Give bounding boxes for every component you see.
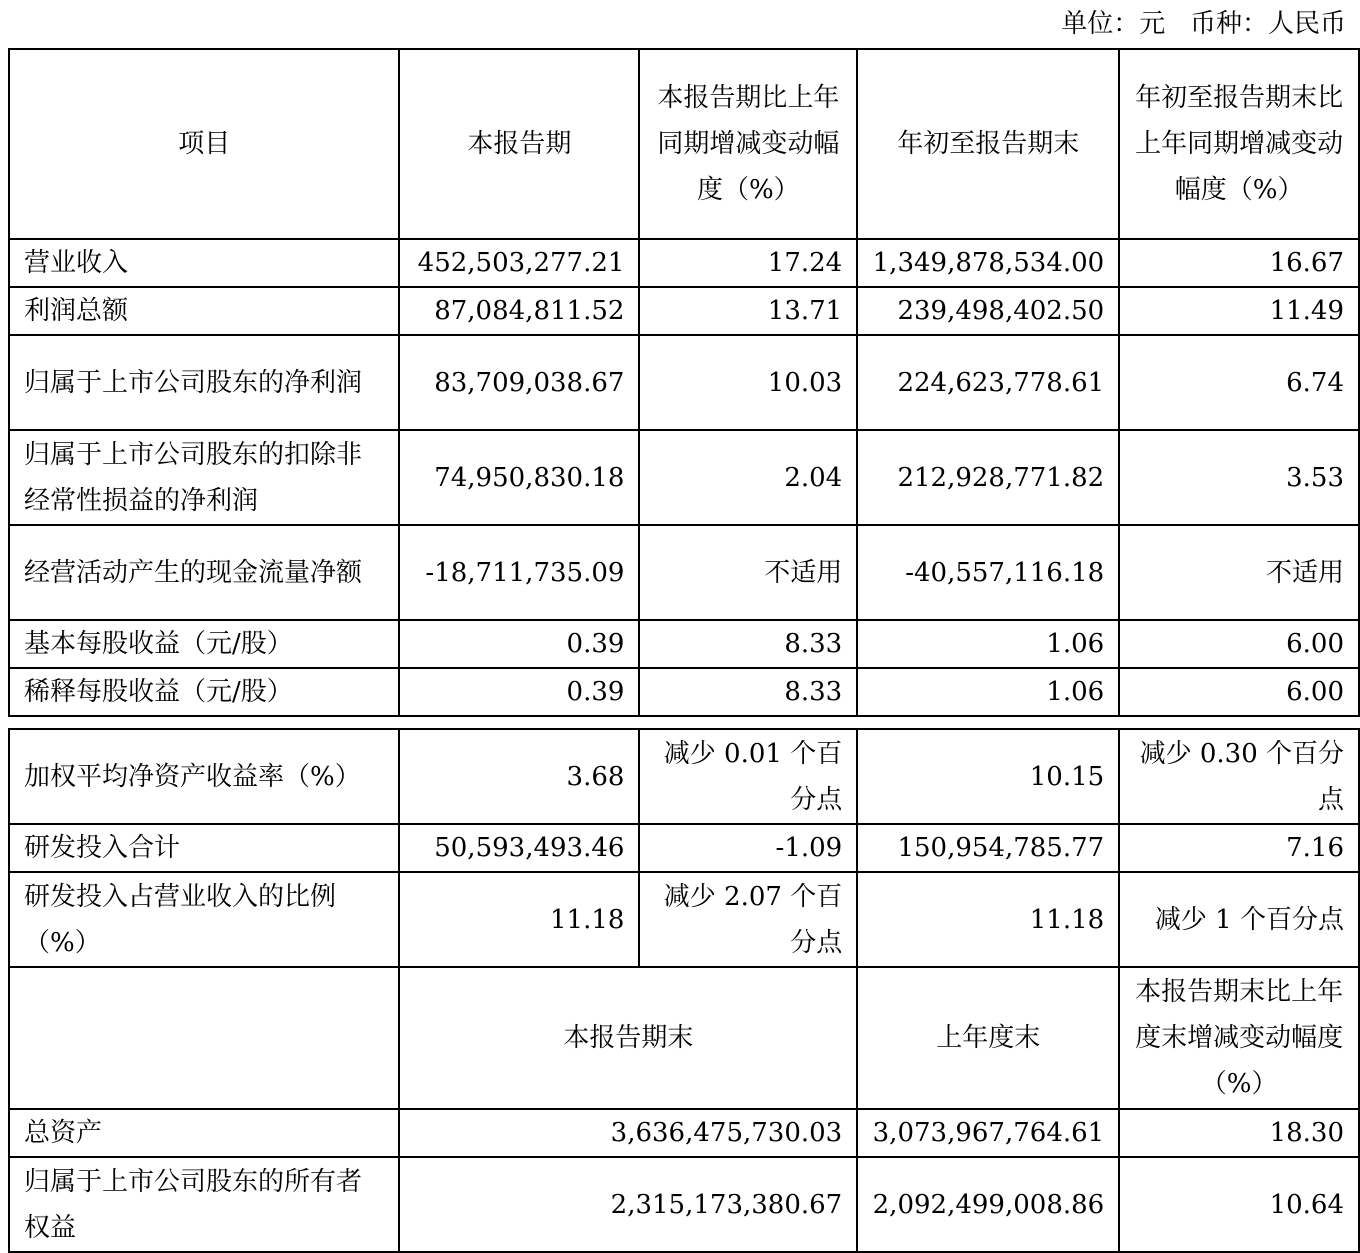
empty-header-cell xyxy=(9,967,399,1109)
row-label: 研发投入合计 xyxy=(9,824,399,872)
row-label: 研发投入占营业收入的比例（%） xyxy=(9,872,399,967)
prior-year-end-value: 3,073,967,764.61 xyxy=(857,1109,1119,1157)
ytd-change-value: 6.00 xyxy=(1119,668,1359,716)
current-change-value: 8.33 xyxy=(639,620,857,668)
current-value: -18,711,735.09 xyxy=(399,525,639,620)
ytd-value: 10.15 xyxy=(857,729,1119,824)
current-value: 50,593,493.46 xyxy=(399,824,639,872)
header-item: 项目 xyxy=(9,49,399,239)
current-value: 74,950,830.18 xyxy=(399,430,639,525)
ytd-value: 11.18 xyxy=(857,872,1119,967)
table-row xyxy=(9,824,1359,872)
header-prior-year-end: 上年度末 xyxy=(857,967,1119,1109)
current-change-value: 8.33 xyxy=(639,668,857,716)
ytd-change-value: 不适用 xyxy=(1119,525,1359,620)
ytd-value: 239,498,402.50 xyxy=(857,287,1119,335)
balance-change-value: 18.30 xyxy=(1119,1109,1359,1157)
ytd-change-value: 减少 0.30 个百分点 xyxy=(1119,729,1359,824)
row-label: 经营活动产生的现金流量净额 xyxy=(9,525,399,620)
row-label: 归属于上市公司股东的所有者权益 xyxy=(9,1157,399,1252)
current-change-value: 13.71 xyxy=(639,287,857,335)
current-change-value: 不适用 xyxy=(639,525,857,620)
table-row xyxy=(9,1157,1359,1252)
ytd-value: 224,623,778.61 xyxy=(857,335,1119,430)
header-ytd: 年初至报告期末 xyxy=(857,49,1119,239)
row-label: 稀释每股收益（元/股） xyxy=(9,668,399,716)
row-label: 利润总额 xyxy=(9,287,399,335)
current-change-value: 2.04 xyxy=(639,430,857,525)
current-value: 0.39 xyxy=(399,668,639,716)
ytd-value: -40,557,116.18 xyxy=(857,525,1119,620)
ytd-change-value: 11.49 xyxy=(1119,287,1359,335)
current-change-value: 10.03 xyxy=(639,335,857,430)
table-row xyxy=(9,287,1359,335)
row-label: 营业收入 xyxy=(9,239,399,287)
prior-year-end-value: 2,092,499,008.86 xyxy=(857,1157,1119,1252)
ytd-value: 1,349,878,534.00 xyxy=(857,239,1119,287)
table-row xyxy=(9,335,1359,430)
table-row xyxy=(9,239,1359,287)
table-row xyxy=(9,1109,1359,1157)
current-value: 452,503,277.21 xyxy=(399,239,639,287)
balance-header-row xyxy=(9,967,1359,1109)
current-value: 11.18 xyxy=(399,872,639,967)
ytd-value: 1.06 xyxy=(857,620,1119,668)
ytd-change-value: 6.00 xyxy=(1119,620,1359,668)
table-row xyxy=(9,872,1359,967)
key-financials-table xyxy=(8,48,1360,717)
table-row xyxy=(9,668,1359,716)
key-financials-table-continued xyxy=(8,728,1360,1253)
ytd-value: 1.06 xyxy=(857,668,1119,716)
row-label: 总资产 xyxy=(9,1109,399,1157)
table-row xyxy=(9,430,1359,525)
table-row xyxy=(9,729,1359,824)
current-change-value: 减少 2.07 个百分点 xyxy=(639,872,857,967)
unit-currency-note: 单位：元 币种：人民币 xyxy=(1061,9,1346,39)
current-value: 0.39 xyxy=(399,620,639,668)
row-label: 基本每股收益（元/股） xyxy=(9,620,399,668)
header-row xyxy=(9,49,1359,239)
period-end-value: 3,636,475,730.03 xyxy=(399,1109,857,1157)
current-change-value: -1.09 xyxy=(639,824,857,872)
ytd-value: 212,928,771.82 xyxy=(857,430,1119,525)
ytd-value: 150,954,785.77 xyxy=(857,824,1119,872)
header-balance-change: 本报告期末比上年度末增减变动幅度（%） xyxy=(1119,967,1359,1109)
row-label: 加权平均净资产收益率（%） xyxy=(9,729,399,824)
header-ytd-change: 年初至报告期末比上年同期增减变动幅度（%） xyxy=(1119,49,1359,239)
row-label: 归属于上市公司股东的净利润 xyxy=(9,335,399,430)
current-value: 87,084,811.52 xyxy=(399,287,639,335)
header-current-period: 本报告期 xyxy=(399,49,639,239)
ytd-change-value: 16.67 xyxy=(1119,239,1359,287)
current-value: 3.68 xyxy=(399,729,639,824)
current-change-value: 减少 0.01 个百分点 xyxy=(639,729,857,824)
table-row xyxy=(9,620,1359,668)
row-label: 归属于上市公司股东的扣除非经常性损益的净利润 xyxy=(9,430,399,525)
header-current-change: 本报告期比上年同期增减变动幅度（%） xyxy=(639,49,857,239)
ytd-change-value: 7.16 xyxy=(1119,824,1359,872)
header-period-end: 本报告期末 xyxy=(399,967,857,1109)
ytd-change-value: 减少 1 个百分点 xyxy=(1119,872,1359,967)
ytd-change-value: 6.74 xyxy=(1119,335,1359,430)
current-change-value: 17.24 xyxy=(639,239,857,287)
table-row xyxy=(9,525,1359,620)
balance-change-value: 10.64 xyxy=(1119,1157,1359,1252)
period-end-value: 2,315,173,380.67 xyxy=(399,1157,857,1252)
ytd-change-value: 3.53 xyxy=(1119,430,1359,525)
current-value: 83,709,038.67 xyxy=(399,335,639,430)
